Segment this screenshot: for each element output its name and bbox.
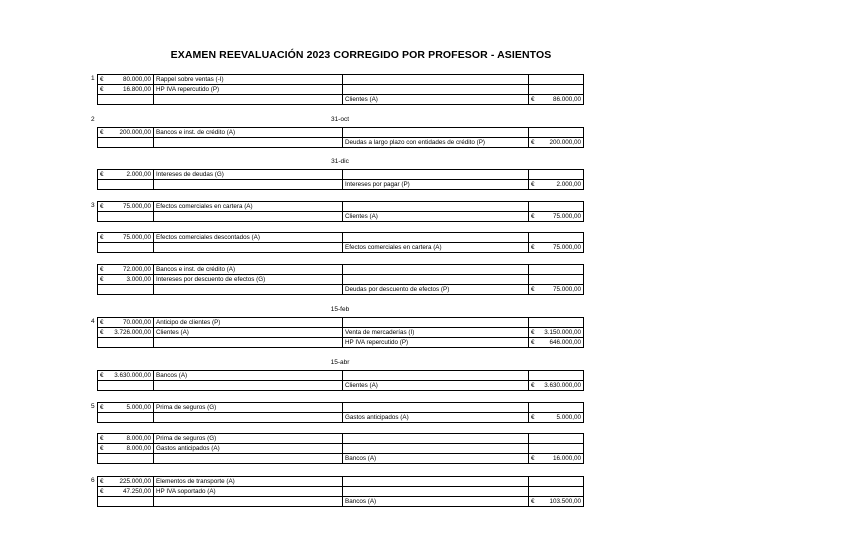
debit-amount <box>98 338 154 348</box>
journal-entry-table <box>97 201 584 222</box>
debit-amount <box>98 212 154 222</box>
debit-amount <box>98 444 154 454</box>
credit-account <box>343 434 529 444</box>
euro-sign: € <box>100 234 104 241</box>
credit-amount <box>529 285 584 295</box>
credit-account: Deudas a largo plazo con entidades de crédito (P) <box>343 138 529 148</box>
table-row <box>98 265 584 275</box>
debit-account <box>154 138 343 148</box>
euro-sign: € <box>100 86 104 93</box>
debit-account <box>154 212 343 222</box>
credit-account <box>343 170 529 180</box>
credit-amount <box>529 75 584 85</box>
credit-value: 3.630.000,00 <box>544 382 581 389</box>
debit-amount <box>98 413 154 423</box>
debit-amount <box>98 487 154 497</box>
credit-account <box>343 318 529 328</box>
debit-amount <box>98 318 154 328</box>
debit-account: Efectos comerciales descontados (A) <box>154 233 343 243</box>
debit-value: 200.000,00 <box>119 129 151 136</box>
debit-amount <box>98 170 154 180</box>
table-row <box>98 413 584 423</box>
credit-value: 3.150.000,00 <box>544 329 581 336</box>
debit-value: 75.000,00 <box>122 203 151 210</box>
euro-sign: € <box>531 339 535 346</box>
credit-account: Efectos comerciales en cartera (A) <box>343 243 529 253</box>
euro-sign: € <box>531 498 535 505</box>
credit-amount <box>529 138 584 148</box>
credit-amount <box>529 243 584 253</box>
euro-sign: € <box>100 404 104 411</box>
debit-value: 3.630.000,00 <box>114 372 151 379</box>
credit-amount <box>529 444 584 454</box>
table-row <box>98 212 584 222</box>
journal-entry-table <box>97 264 584 295</box>
journal-entry-table <box>97 402 584 423</box>
credit-amount <box>529 275 584 285</box>
credit-account <box>343 487 529 497</box>
table-row <box>98 233 584 243</box>
table-row <box>98 371 584 381</box>
credit-account: Gastos anticipados (A) <box>343 413 529 423</box>
credit-value: 200.000,00 <box>549 139 581 146</box>
debit-amount <box>98 477 154 487</box>
credit-amount <box>529 202 584 212</box>
debit-value: 75.000,00 <box>122 234 151 241</box>
credit-value: 86.000,00 <box>552 96 581 103</box>
euro-sign: € <box>531 213 535 220</box>
debit-account: HP IVA repercutido (P) <box>154 85 343 95</box>
credit-amount <box>529 434 584 444</box>
debit-account: HP IVA soportado (A) <box>154 487 343 497</box>
debit-amount <box>98 285 154 295</box>
credit-amount <box>529 454 584 464</box>
entry-number: 2 <box>91 116 95 123</box>
journal-entry-table <box>97 370 584 391</box>
credit-amount <box>529 212 584 222</box>
debit-amount <box>98 454 154 464</box>
entry-date: 15-abr <box>330 359 350 366</box>
debit-account <box>154 338 343 348</box>
debit-amount <box>98 434 154 444</box>
table-row <box>98 243 584 253</box>
table-row <box>98 454 584 464</box>
journal-entry-table <box>97 169 584 190</box>
credit-account <box>343 75 529 85</box>
credit-account: Clientes (A) <box>343 95 529 105</box>
credit-account <box>343 444 529 454</box>
credit-value: 646.000,00 <box>549 339 581 346</box>
debit-amount <box>98 265 154 275</box>
euro-sign: € <box>531 96 535 103</box>
credit-amount <box>529 487 584 497</box>
debit-amount <box>98 95 154 105</box>
debit-amount <box>98 85 154 95</box>
euro-sign: € <box>100 319 104 326</box>
credit-amount <box>529 338 584 348</box>
debit-value: 8.000,00 <box>126 445 151 452</box>
credit-amount <box>529 328 584 338</box>
table-row <box>98 95 584 105</box>
debit-account: Rappel sobre ventas (-I) <box>154 75 343 85</box>
euro-sign: € <box>100 171 104 178</box>
debit-amount <box>98 371 154 381</box>
debit-account: Elementos de transporte (A) <box>154 477 343 487</box>
euro-sign: € <box>100 276 104 283</box>
credit-account: Clientes (A) <box>343 212 529 222</box>
credit-value: 103.500,00 <box>549 498 581 505</box>
table-row <box>98 202 584 212</box>
journal-entry-table <box>97 127 584 148</box>
debit-value: 8.000,00 <box>126 435 151 442</box>
table-row <box>98 180 584 190</box>
debit-amount <box>98 328 154 338</box>
debit-account: Gastos anticipados (A) <box>154 444 343 454</box>
table-row <box>98 497 584 507</box>
debit-amount <box>98 243 154 253</box>
debit-value: 3.726.000,00 <box>114 329 151 336</box>
journal-entry-table <box>97 317 584 348</box>
journal-entry-table <box>97 433 584 464</box>
debit-amount <box>98 233 154 243</box>
credit-value: 75.000,00 <box>552 213 581 220</box>
debit-account: Intereses por descuento de efectos (G) <box>154 275 343 285</box>
debit-account: Prima de seguros (G) <box>154 434 343 444</box>
euro-sign: € <box>531 286 535 293</box>
debit-account: Bancos (A) <box>154 371 343 381</box>
credit-amount <box>529 477 584 487</box>
debit-account: Anticipo de clientes (P) <box>154 318 343 328</box>
euro-sign: € <box>531 139 535 146</box>
credit-account <box>343 477 529 487</box>
entry-date: 31-dic <box>331 158 349 165</box>
credit-amount <box>529 318 584 328</box>
table-row <box>98 128 584 138</box>
credit-account: Clientes (A) <box>343 381 529 391</box>
entry-number: 3 <box>91 202 95 209</box>
euro-sign: € <box>100 129 104 136</box>
credit-account <box>343 403 529 413</box>
entry-date: 15-feb <box>330 306 350 313</box>
journal-entry-table <box>97 232 584 253</box>
table-row <box>98 170 584 180</box>
debit-value: 80.000,00 <box>122 76 151 83</box>
debit-account: Efectos comerciales en cartera (A) <box>154 202 343 212</box>
credit-account: Venta de mercaderías (I) <box>343 328 529 338</box>
debit-account: Bancos e inst. de crédito (A) <box>154 265 343 275</box>
debit-account <box>154 454 343 464</box>
debit-amount <box>98 497 154 507</box>
journal-entry-table <box>97 74 584 105</box>
credit-amount <box>529 497 584 507</box>
credit-account <box>343 128 529 138</box>
credit-amount <box>529 85 584 95</box>
debit-account <box>154 413 343 423</box>
debit-account <box>154 95 343 105</box>
credit-amount <box>529 170 584 180</box>
credit-amount <box>529 371 584 381</box>
table-row <box>98 477 584 487</box>
credit-amount <box>529 403 584 413</box>
debit-value: 72.000,00 <box>122 266 151 273</box>
debit-amount <box>98 381 154 391</box>
table-row <box>98 138 584 148</box>
euro-sign: € <box>100 478 104 485</box>
entry-number: 5 <box>91 403 95 410</box>
euro-sign: € <box>100 203 104 210</box>
credit-value: 2.000,00 <box>556 181 581 188</box>
debit-value: 16.800,00 <box>122 86 151 93</box>
credit-account <box>343 85 529 95</box>
credit-account <box>343 371 529 381</box>
table-row <box>98 487 584 497</box>
euro-sign: € <box>531 382 535 389</box>
table-row <box>98 75 584 85</box>
entry-date: 31-oct <box>330 116 350 123</box>
euro-sign: € <box>100 445 104 452</box>
credit-amount <box>529 233 584 243</box>
credit-value: 16.000,00 <box>552 455 581 462</box>
credit-account <box>343 265 529 275</box>
debit-account <box>154 180 343 190</box>
entry-number: 4 <box>91 318 95 325</box>
table-row <box>98 434 584 444</box>
euro-sign: € <box>100 488 104 495</box>
table-row <box>98 85 584 95</box>
credit-value: 5.000,00 <box>556 414 581 421</box>
debit-amount <box>98 275 154 285</box>
table-row <box>98 275 584 285</box>
debit-amount <box>98 180 154 190</box>
credit-value: 75.000,00 <box>552 244 581 251</box>
debit-value: 3.000,00 <box>126 276 151 283</box>
credit-amount <box>529 180 584 190</box>
table-row <box>98 381 584 391</box>
credit-account <box>343 275 529 285</box>
debit-amount <box>98 128 154 138</box>
debit-amount <box>98 403 154 413</box>
debit-account: Intereses de deudas (G) <box>154 170 343 180</box>
credit-account: HP IVA repercutido (P) <box>343 338 529 348</box>
credit-amount <box>529 413 584 423</box>
debit-value: 5.000,00 <box>126 404 151 411</box>
credit-account: Intereses por pagar (P) <box>343 180 529 190</box>
euro-sign: € <box>531 455 535 462</box>
debit-account: Clientes (A) <box>154 328 343 338</box>
debit-account <box>154 381 343 391</box>
table-row <box>98 403 584 413</box>
credit-account: Deudas por descuento de efectos (P) <box>343 285 529 295</box>
credit-amount <box>529 265 584 275</box>
euro-sign: € <box>531 414 535 421</box>
debit-account <box>154 497 343 507</box>
credit-amount <box>529 381 584 391</box>
page-title: EXAMEN REEVALUACIÓN 2023 CORREGIDO POR PROFESOR - ASIENTOS <box>170 49 552 61</box>
debit-account <box>154 243 343 253</box>
debit-value: 2.000,00 <box>126 171 151 178</box>
debit-amount <box>98 75 154 85</box>
credit-amount <box>529 95 584 105</box>
table-row <box>98 444 584 454</box>
entry-number: 1 <box>91 75 95 82</box>
euro-sign: € <box>100 435 104 442</box>
euro-sign: € <box>100 372 104 379</box>
debit-value: 47.250,00 <box>122 488 151 495</box>
euro-sign: € <box>100 76 104 83</box>
euro-sign: € <box>531 329 535 336</box>
table-row <box>98 338 584 348</box>
debit-account: Prima de seguros (G) <box>154 403 343 413</box>
debit-account: Bancos e inst. de crédito (A) <box>154 128 343 138</box>
debit-account <box>154 285 343 295</box>
credit-account <box>343 233 529 243</box>
credit-value: 75.000,00 <box>552 286 581 293</box>
credit-amount <box>529 128 584 138</box>
euro-sign: € <box>100 329 104 336</box>
euro-sign: € <box>531 244 535 251</box>
debit-value: 70.000,00 <box>122 319 151 326</box>
credit-account <box>343 202 529 212</box>
euro-sign: € <box>531 181 535 188</box>
table-row <box>98 318 584 328</box>
debit-value: 225.000,00 <box>119 478 151 485</box>
credit-account: Bancos (A) <box>343 497 529 507</box>
credit-account: Bancos (A) <box>343 454 529 464</box>
euro-sign: € <box>100 266 104 273</box>
table-row <box>98 285 584 295</box>
debit-amount <box>98 138 154 148</box>
entry-number: 6 <box>91 477 95 484</box>
table-row <box>98 328 584 338</box>
debit-amount <box>98 202 154 212</box>
journal-entry-table <box>97 476 584 507</box>
